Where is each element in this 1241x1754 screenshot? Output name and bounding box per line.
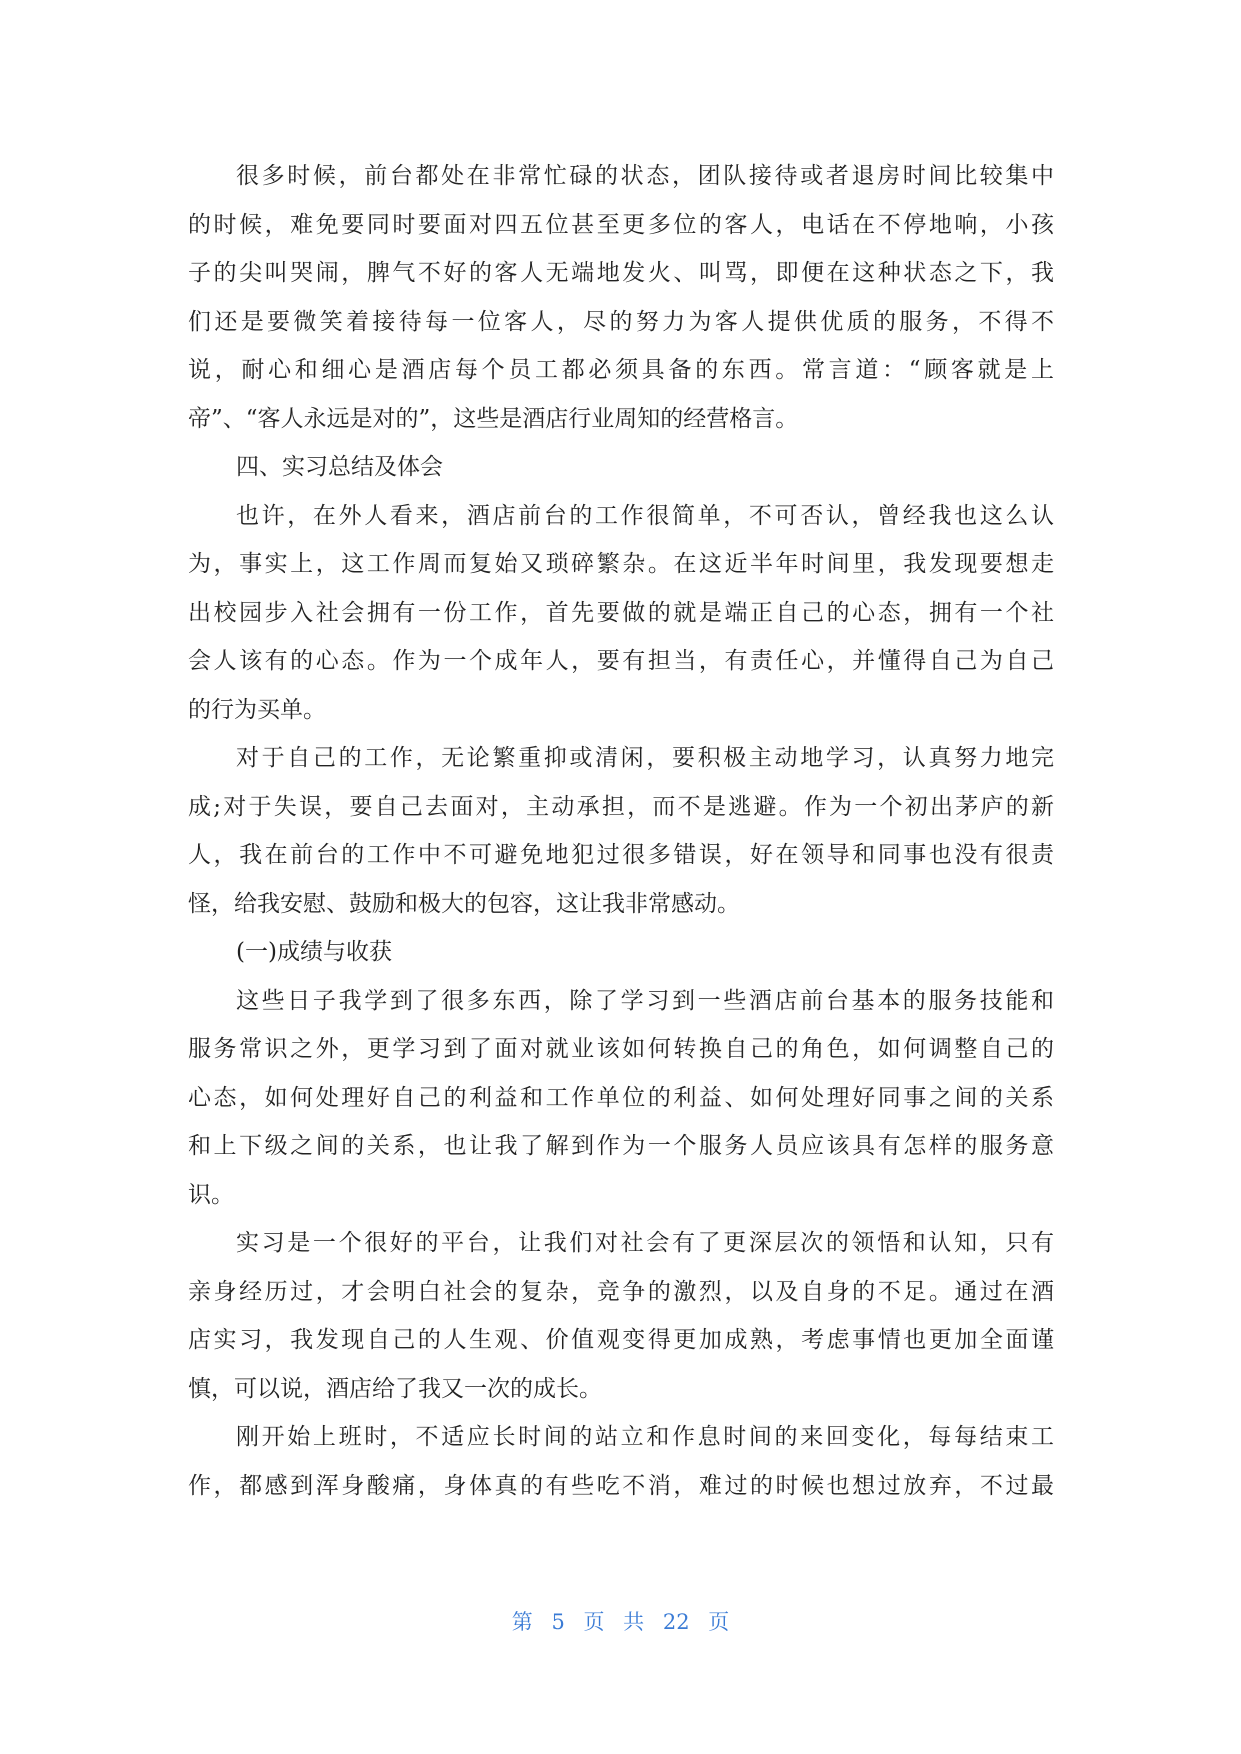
text-line: 的时候，难免要同时要面对四五位甚至更多位的客人，电话在不停地响，小孩 xyxy=(188,211,1054,238)
text-line: 们还是要微笑着接待每一位客人，尽的努力为客人提供优质的服务，不得不 xyxy=(188,308,1054,335)
text-line: 四、实习总结及体会 xyxy=(236,454,443,480)
text-line: 作，都感到浑身酸痛，身体真的有些吃不消，难过的时候也想过放弃，不过最 xyxy=(188,1472,1054,1499)
text-line: 很多时候，前台都处在非常忙碌的状态，团队接待或者退房时间比较集中 xyxy=(236,163,1054,189)
text-line: 对于自己的工作，无论繁重抑或清闲，要积极主动地学习，认真努力地完 xyxy=(236,745,1054,771)
text-line: 服务常识之外，更学习到了面对就业该如何转换自己的角色，如何调整自己的 xyxy=(188,1036,1054,1062)
text-line: 店实习，我发现自己的人生观、价值观变得更加成熟，考虑事情也更加全面谨 xyxy=(188,1327,1054,1353)
text-line: 的行为买单。 xyxy=(188,696,326,723)
page-number-footer: 第 5 页 共 22 页 xyxy=(511,1610,730,1634)
text-line: 也许，在外人看来，酒店前台的工作很简单，不可否认，曾经我也这么认 xyxy=(236,502,1054,529)
text-line: 帝”、“客人永远是对的”，这些是酒店行业周知的经营格言。 xyxy=(188,405,799,432)
text-line: 实习是一个很好的平台，让我们对社会有了更深层次的领悟和认知，只有 xyxy=(236,1230,1054,1256)
text-line: 怪，给我安慰、鼓励和极大的包容，这让我非常感动。 xyxy=(188,890,740,917)
text-line: 识。 xyxy=(188,1181,234,1208)
text-line: 慎，可以说，酒店给了我又一次的成长。 xyxy=(188,1375,602,1402)
text-line: 成;对于失误，要自己去面对，主动承担，而不是逃避。作为一个初出茅庐的新 xyxy=(188,793,1054,820)
text-line: 刚开始上班时，不适应长时间的站立和作息时间的来回变化，每每结束工 xyxy=(236,1424,1054,1450)
text-line: 出校园步入社会拥有一份工作，首先要做的就是端正自己的心态，拥有一个社 xyxy=(188,599,1054,626)
text-line: 为，事实上，这工作周而复始又琐碎繁杂。在这近半年时间里，我发现要想走 xyxy=(188,551,1054,577)
text-line: 心态，如何处理好自己的利益和工作单位的利益、如何处理好同事之间的关系 xyxy=(188,1084,1054,1111)
text-line: 会人该有的心态。作为一个成年人，要有担当，有责任心，并懂得自己为自己 xyxy=(188,648,1054,674)
text-line: 亲身经历过，才会明白社会的复杂，竞争的激烈，以及自身的不足。通过在酒 xyxy=(188,1278,1054,1305)
text-line: 说，耐心和细心是酒店每个员工都必须具备的东西。常言道：“顾客就是上 xyxy=(188,357,1054,383)
text-line: 和上下级之间的关系，也让我了解到作为一个服务人员应该具有怎样的服务意 xyxy=(188,1133,1054,1159)
document-body xyxy=(188,152,1054,1510)
text-line: (一)成绩与收获 xyxy=(236,939,392,965)
text-line: 人，我在前台的工作中不可避免地犯过很多错误，好在领导和同事也没有很责 xyxy=(188,842,1054,868)
text-line: 子的尖叫哭闹，脾气不好的客人无端地发火、叫骂，即便在这种状态之下，我 xyxy=(188,260,1054,286)
text-line: 这些日子我学到了很多东西，除了学习到一些酒店前台基本的服务技能和 xyxy=(236,987,1054,1014)
